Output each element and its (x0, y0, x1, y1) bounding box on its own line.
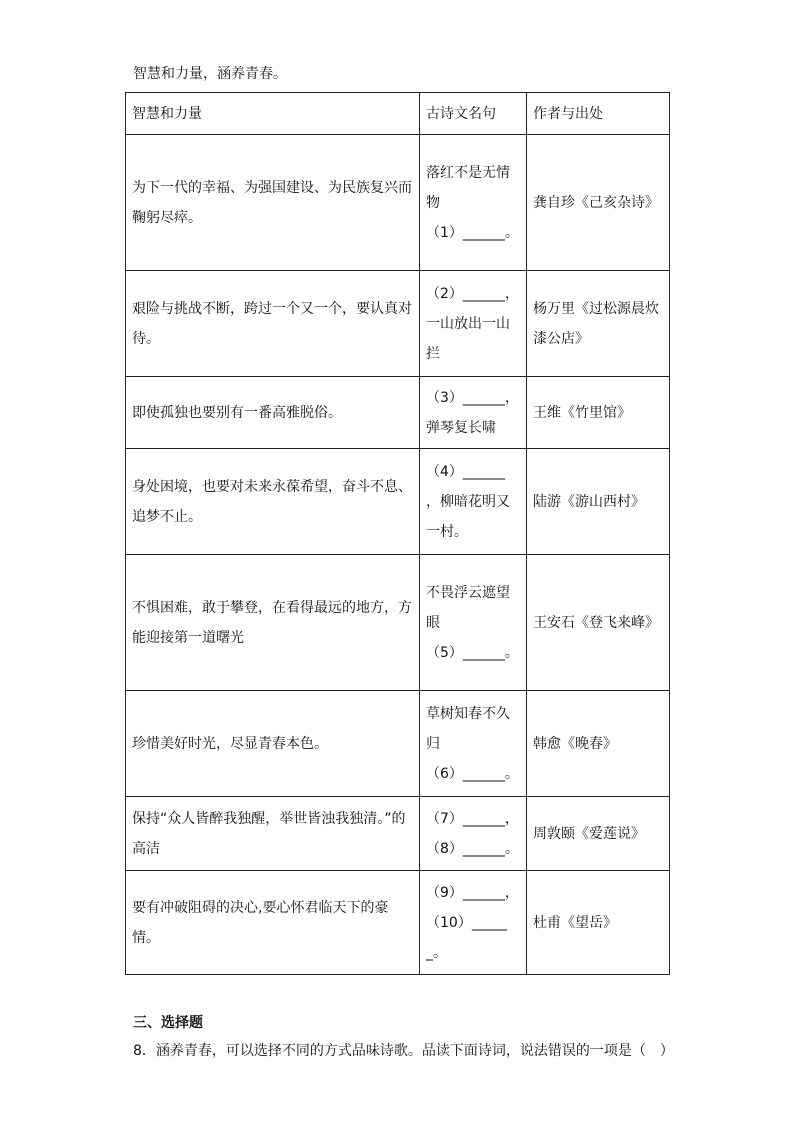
header-wisdom: 智慧和力量 (126, 93, 420, 135)
verse-line: （2）______， (426, 285, 519, 302)
question-8: 8．涵养青春，可以选择不同的方式品味诗歌。品读下面诗词，说法错误的一项是（ ） (133, 1043, 674, 1059)
verse-line: 不畏浮云遮望眼 (426, 584, 510, 631)
verse-line: （3）______， (426, 389, 519, 406)
wisdom-cell: 保持“众人皆醉我独醒，举世皆浊我独清。”的高洁 (126, 797, 420, 871)
verse-line: （6）______。 (426, 765, 519, 782)
table-row (126, 691, 670, 797)
verse-cell (420, 871, 527, 975)
wisdom-cell: 不惧困难，敢于攀登，在看得最远的地方，方能迎接第一道曙光 (126, 555, 420, 691)
intro-text: 智慧和力量，涵养青春。 (133, 66, 287, 82)
table-row (126, 135, 670, 271)
table-row (126, 555, 670, 691)
source-cell: 杜甫《望岳》 (527, 871, 670, 975)
verse-line: （8）______。 (426, 840, 519, 857)
poem-table (125, 92, 670, 975)
verse-line: （1）______。 (426, 224, 519, 241)
verse-line: （4）______ (426, 463, 505, 480)
wisdom-cell: 珍惜美好时光，尽显青春本色。 (126, 691, 420, 797)
wisdom-cell: 身处困境，也要对未来永葆希望，奋斗不息、追梦不止。 (126, 449, 420, 555)
source-cell: 周敦颐《爱莲说》 (527, 797, 670, 871)
table-row (126, 377, 670, 449)
verse-cell (420, 797, 527, 871)
section-title: 三、选择题 (133, 1015, 203, 1031)
table-row (126, 449, 670, 555)
header-verse: 古诗文名句 (420, 93, 527, 135)
wisdom-cell: 为下一代的幸福、为强国建设、为民族复兴而鞠躬尽瘁。 (126, 135, 420, 271)
table-row (126, 271, 670, 377)
table-row (126, 797, 670, 871)
wisdom-cell: 艰险与挑战不断，跨过一个又一个，要认真对待。 (126, 271, 420, 377)
verse-line: （5）______。 (426, 644, 519, 661)
verse-line: （10）______。 (426, 914, 507, 961)
verse-line: （7）______， (426, 810, 519, 827)
verse-cell (420, 691, 527, 797)
verse-cell (420, 377, 527, 449)
verse-cell (420, 449, 527, 555)
wisdom-cell: 要有冲破阻碍的决心,要心怀君临天下的豪情。 (126, 871, 420, 975)
source-cell: 杨万里《过松源晨炊漆公店》 (527, 271, 670, 377)
verse-line: 一山放出一山拦 (426, 315, 510, 362)
verse-line: 落红不是无情物 (426, 164, 510, 211)
source-cell: 王安石《登飞来峰》 (527, 555, 670, 691)
verse-line: 弹琴复长啸 (426, 419, 496, 436)
source-cell: 陆游《游山西村》 (527, 449, 670, 555)
header-source: 作者与出处 (527, 93, 670, 135)
verse-line: （9）______， (426, 884, 519, 901)
verse-cell (420, 135, 527, 271)
source-cell: 龚自珍《己亥杂诗》 (527, 135, 670, 271)
table-row (126, 871, 670, 975)
verse-cell (420, 555, 527, 691)
source-cell: 韩愈《晚春》 (527, 691, 670, 797)
verse-cell (420, 271, 527, 377)
verse-line: ，柳暗花明又一村。 (426, 493, 510, 540)
verse-line: 草树知春不久归 (426, 705, 510, 752)
source-cell: 王维《竹里馆》 (527, 377, 670, 449)
table-header-row (126, 93, 670, 135)
wisdom-cell: 即使孤独也要别有一番高雅脱俗。 (126, 377, 420, 449)
